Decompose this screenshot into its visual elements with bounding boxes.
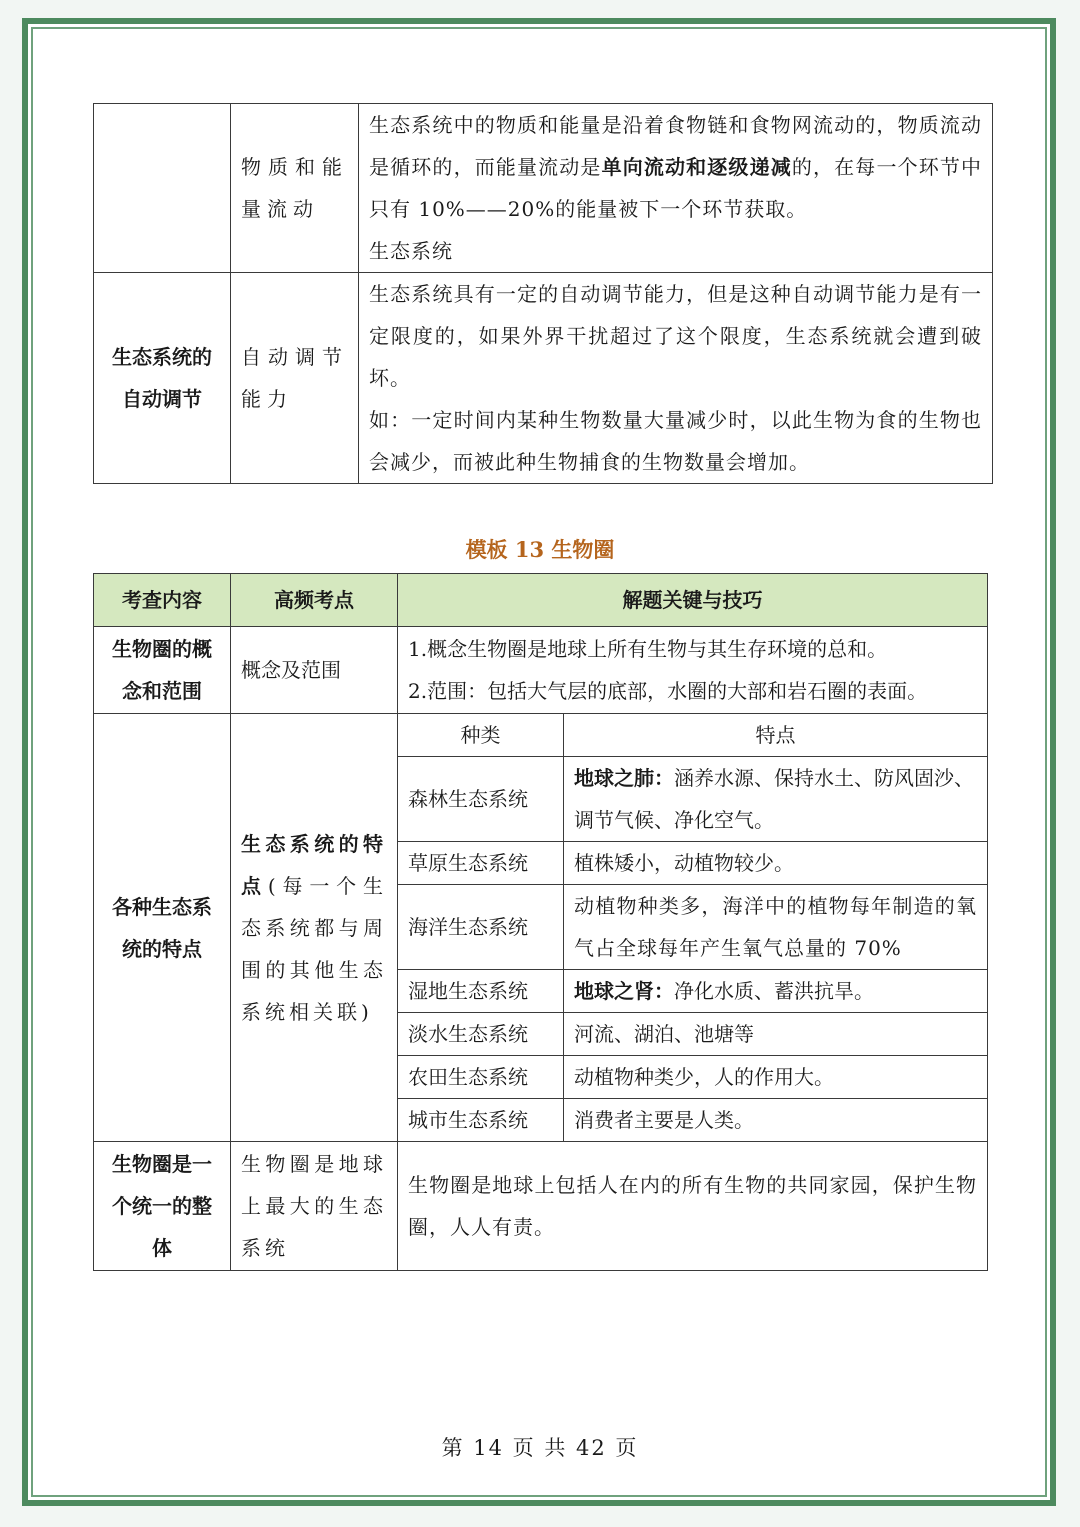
subheader-cell: 种类 — [398, 714, 564, 757]
ecosystem-text: 动植物种类少，人的作用大。 — [574, 1065, 834, 1089]
point-cell: 概念及范围 — [231, 627, 398, 714]
detail-text: 如：一定时间内某种生物数量大量减少时，以此生物为食的生物也会减少，而被此种生物捕食的生物数量会增加。 — [369, 408, 982, 474]
point-cell — [231, 714, 398, 1142]
header-cell: 解题关键与技巧 — [398, 574, 988, 627]
section-title: 模板 13 生物圈 — [465, 537, 615, 562]
ecosystem-text: 动植物种类多，海洋中的植物每年制造的氧气占全球每年产生氧气总量的 70% — [574, 894, 977, 960]
ecosystem-text: 河流、湖泊、池塘等 — [574, 1022, 754, 1046]
ecosystem-desc — [564, 1013, 988, 1056]
detail-text: 生态系统 — [369, 239, 453, 263]
detail-text: 2.范围：包括大气层的底部，水圈的大部和岩石圈的表面。 — [408, 679, 928, 703]
topic-cell: 生物圈的概念和范围 — [94, 627, 231, 714]
table-header-row — [94, 574, 988, 627]
detail-text: 1.概念生物圈是地球上所有生物与其生存环境的总和。 — [408, 637, 888, 661]
table-row — [94, 273, 993, 484]
ecosystem-desc — [564, 1099, 988, 1142]
ecosystem-text: 植株矮小，动植物较少。 — [574, 851, 794, 875]
ecosystem-desc — [564, 1056, 988, 1099]
detail-cell — [359, 104, 993, 273]
ecosystem-name: 森林生态系统 — [398, 757, 564, 842]
detail-text: 生态系统具有一定的自动调节能力，但是这种自动调节能力是有一定限度的，如果外界干扰超过了这个限度，生态系统就会遭到破坏。 — [369, 282, 982, 390]
ecosystem-tag: 地球之肾： — [574, 979, 674, 1003]
ecosystem-name: 湿地生态系统 — [398, 970, 564, 1013]
point-text: (每一个生态系统都与周围的其他生态系统相关联) — [241, 873, 387, 1024]
topic-cell — [94, 104, 231, 273]
topic-cell: 生态系统的自动调节 — [94, 273, 231, 484]
table-row — [94, 1142, 988, 1271]
ecosystem-text: 涵养水源、保持水土、防风固沙、调节气候、净化空气。 — [574, 766, 974, 832]
subheader-cell: 特点 — [564, 714, 988, 757]
ecosystem-text: 净化水质、蓄洪抗旱。 — [674, 979, 874, 1003]
detail-cell — [359, 273, 993, 484]
ecosystem-table-continued — [93, 103, 993, 484]
ecosystem-desc — [564, 885, 988, 970]
point-cell: 自动调节能力 — [231, 273, 359, 484]
page-number: 第 14 页 共 42 页 — [441, 1436, 639, 1460]
point-bold: 生态系统的特点 — [241, 831, 387, 898]
header-cell: 考查内容 — [94, 574, 231, 627]
topic-cell: 生物圈是一个统一的整体 — [94, 1142, 231, 1271]
table-row — [94, 627, 988, 714]
ecosystem-desc — [564, 842, 988, 885]
ecosystem-text: 消费者主要是人类。 — [574, 1108, 754, 1132]
table-row — [94, 104, 993, 273]
detail-cell — [398, 627, 988, 714]
ecosystem-name: 淡水生态系统 — [398, 1013, 564, 1056]
table-row — [94, 714, 988, 757]
header-cell: 高频考点 — [231, 574, 398, 627]
ecosystem-desc — [564, 970, 988, 1013]
ecosystem-tag: 地球之肺： — [574, 766, 674, 790]
ecosystem-name: 草原生态系统 — [398, 842, 564, 885]
detail-bold: 单向流动和逐级递减 — [601, 155, 792, 179]
ecosystem-name: 海洋生态系统 — [398, 885, 564, 970]
detail-text: 生态系统中的物质和能量是沿着食物链和食物网流动的，物质流动是循环的，而能量流动是 — [369, 113, 982, 179]
ecosystem-name: 农田生态系统 — [398, 1056, 564, 1099]
point-cell: 物质和能量流动 — [231, 104, 359, 273]
ecosystem-desc — [564, 757, 988, 842]
biosphere-table — [93, 573, 988, 1271]
detail-cell: 生物圈是地球上包括人在内的所有生物的共同家园，保护生物圈，人人有责。 — [398, 1142, 988, 1271]
detail-text: 的，在每一个环节中只有 10%——20%的能量被下一个环节获取。 — [369, 155, 983, 221]
point-cell: 生物圈是地球上最大的生态系统 — [231, 1142, 398, 1271]
ecosystem-name: 城市生态系统 — [398, 1099, 564, 1142]
topic-cell: 各种生态系统的特点 — [94, 714, 231, 1142]
